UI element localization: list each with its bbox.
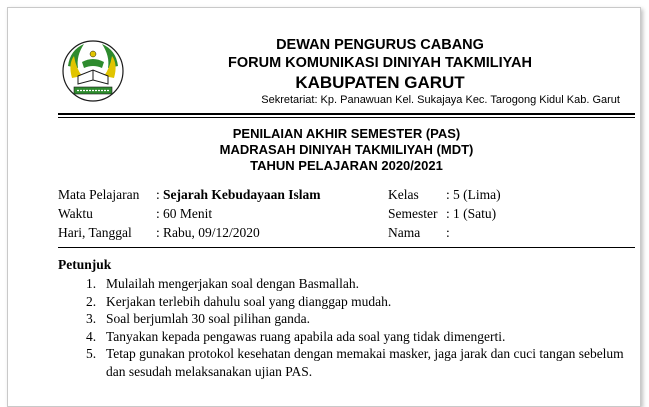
info-separator: : [156, 187, 160, 202]
info-label: Waktu [58, 206, 93, 221]
list-text: Tanyakan kepada pengawas ruang apabila ada soal yang tidak dimengerti. [106, 328, 506, 344]
info-row-time [58, 204, 321, 223]
list-item [58, 328, 628, 346]
list-item [58, 293, 628, 311]
list-number: 3. [86, 311, 97, 326]
list-number: 4. [86, 328, 97, 344]
header-divider-thin [58, 117, 635, 118]
info-row-date [58, 223, 321, 242]
list-text: Tetap gunakan protokol kesehatan dengan memakai masker, jaga jarak dan cuci tangan sebelum dan sesudah melaksanakan ujian PAS. [106, 346, 624, 379]
info-row-name [388, 223, 501, 242]
header-divider-thick [58, 113, 635, 115]
info-separator: : [156, 206, 160, 221]
info-row-semester [388, 204, 501, 223]
info-value: 1 (Satu) [453, 206, 497, 221]
org-line-1: DEWAN PENGURUS CABANG [276, 37, 484, 53]
list-number: 5. [86, 346, 97, 361]
list-text: Soal berjumlah 30 soal pilihan ganda. [106, 311, 310, 326]
info-value: Sejarah Kebudayaan Islam [163, 187, 321, 202]
instructions-title: Petunjuk [58, 257, 112, 272]
info-divider [58, 247, 635, 248]
info-left [58, 185, 321, 242]
list-number: 1. [86, 276, 97, 291]
fkdt-emblem-icon [60, 38, 126, 104]
info-separator: : [446, 225, 450, 240]
exam-title [58, 126, 635, 174]
exam-line-1: PENILAIAN AKHIR SEMESTER (PAS) [232, 126, 461, 141]
org-header [130, 36, 630, 107]
info-label: Nama [388, 225, 421, 240]
org-line-3: KABUPATEN GARUT [295, 73, 465, 92]
info-label: Kelas [388, 187, 419, 202]
list-item [58, 310, 628, 328]
list-text: Kerjakan terlebih dahulu soal yang dianggap mudah. [106, 293, 392, 309]
info-value: 60 Menit [163, 206, 213, 221]
info-right [388, 185, 501, 242]
info-separator: : [446, 206, 450, 221]
info-value: 5 (Lima) [453, 187, 501, 202]
list-item [58, 275, 628, 293]
info-value: Rabu, 09/12/2020 [163, 225, 260, 240]
info-label: Mata Pelajaran [58, 187, 140, 202]
info-label: Hari, Tanggal [58, 225, 132, 240]
info-row-subject [58, 185, 321, 204]
list-item [58, 345, 628, 380]
instructions-list [58, 275, 628, 380]
list-text: Mulailah mengerjakan soal dengan Basmallah. [106, 276, 360, 291]
list-number: 2. [86, 293, 97, 309]
exam-line-3: TAHUN PELAJARAN 2020/2021 [250, 158, 443, 173]
exam-line-2: MADRASAH DINIYAH TAKMILIYAH (MDT) [219, 142, 474, 157]
info-separator: : [156, 225, 160, 240]
info-separator: : [446, 187, 450, 202]
org-line-2: FORUM KOMUNIKASI DINIYAH TAKMILIYAH [228, 55, 532, 71]
org-address: Sekretariat: Kp. Panawuan Kel. Sukajaya Kec. Tarogong Kidul Kab. Garut [261, 94, 620, 106]
info-label: Semester [388, 206, 438, 221]
info-row-class [388, 185, 501, 204]
